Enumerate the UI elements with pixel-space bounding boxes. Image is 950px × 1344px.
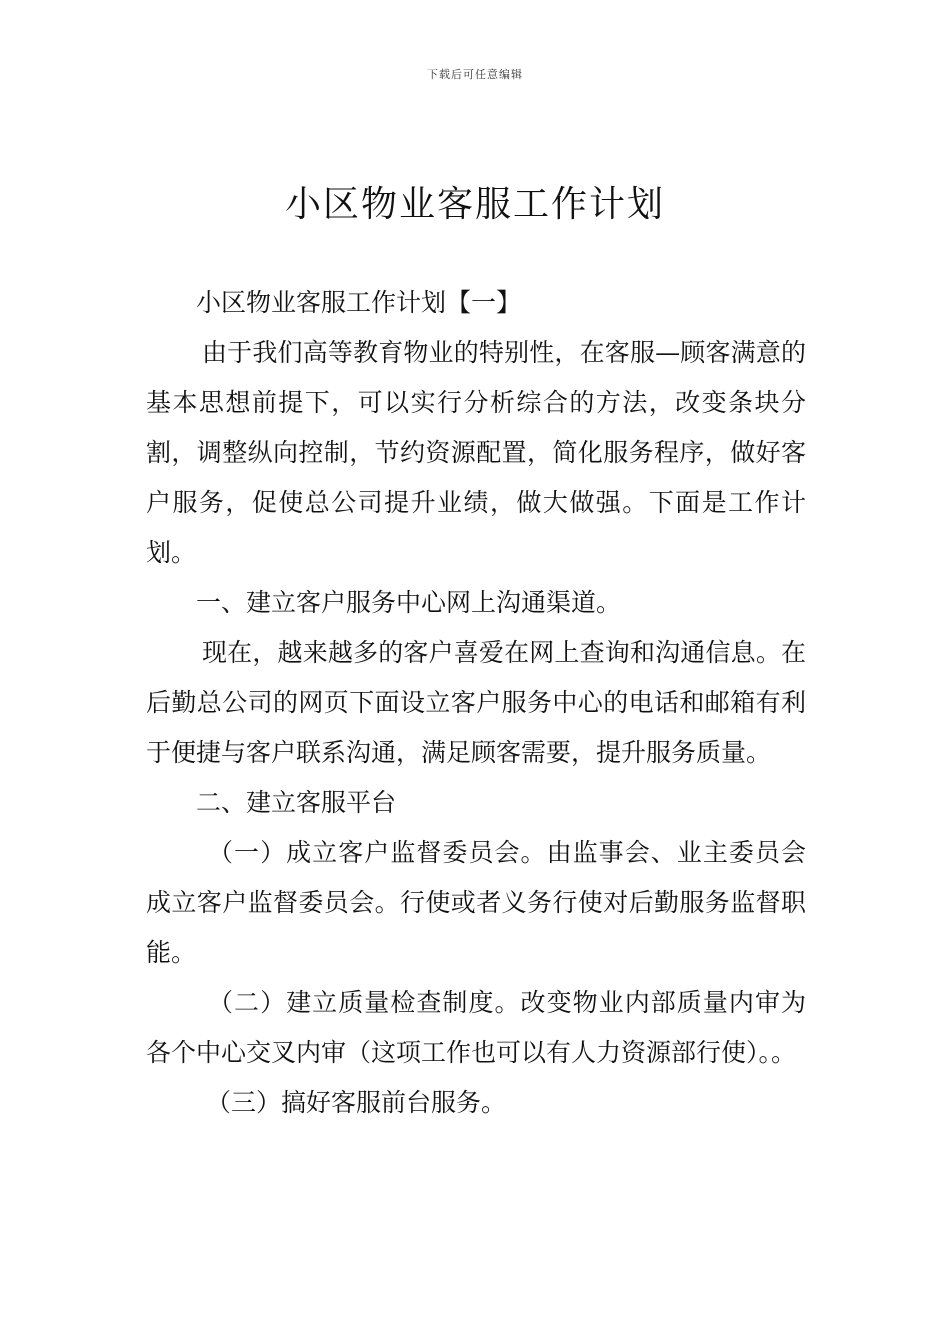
- paragraph: （三）搞好客服前台服务。: [206, 1088, 507, 1117]
- document-body: [146, 278, 806, 1128]
- header-note: 下载后可任意编辑: [427, 68, 523, 81]
- section-heading: 小区物业客服工作计划【一】: [196, 288, 522, 317]
- document-title: 小区物业客服工作计划: [284, 184, 665, 225]
- paragraph: 由于我们高等教育物业的特别性，在客服—顾客满意的基本思想前提下，可以实行分析综合的方法，改变条块分割，调整纵向控制，节约资源配置，简化服务程序，做好客户服务，促使总公司提升业绩，做大做强。下面是工作计划。: [146, 338, 806, 567]
- paragraph: （二）建立质量检查制度。改变物业内部质量内审为各个中心交叉内审（这项工作也可以有人力资源部行使）。。: [146, 988, 806, 1067]
- paragraph: 现在，越来越多的客户喜爱在网上查询和沟通信息。在后勤总公司的网页下面设立客户服务中心的电话和邮箱有利于便捷与客户联系沟通，满足顾客需要，提升服务质量。: [146, 638, 806, 767]
- paragraph: （一）成立客户监督委员会。由监事会、业主委员会成立客户监督委员会。行使或者义务行使对后勤服务监督职能。: [146, 838, 806, 967]
- section-heading: 二、建立客服平台: [196, 788, 397, 817]
- section-heading: 一、建立客户服务中心网上沟通渠道。: [196, 588, 622, 617]
